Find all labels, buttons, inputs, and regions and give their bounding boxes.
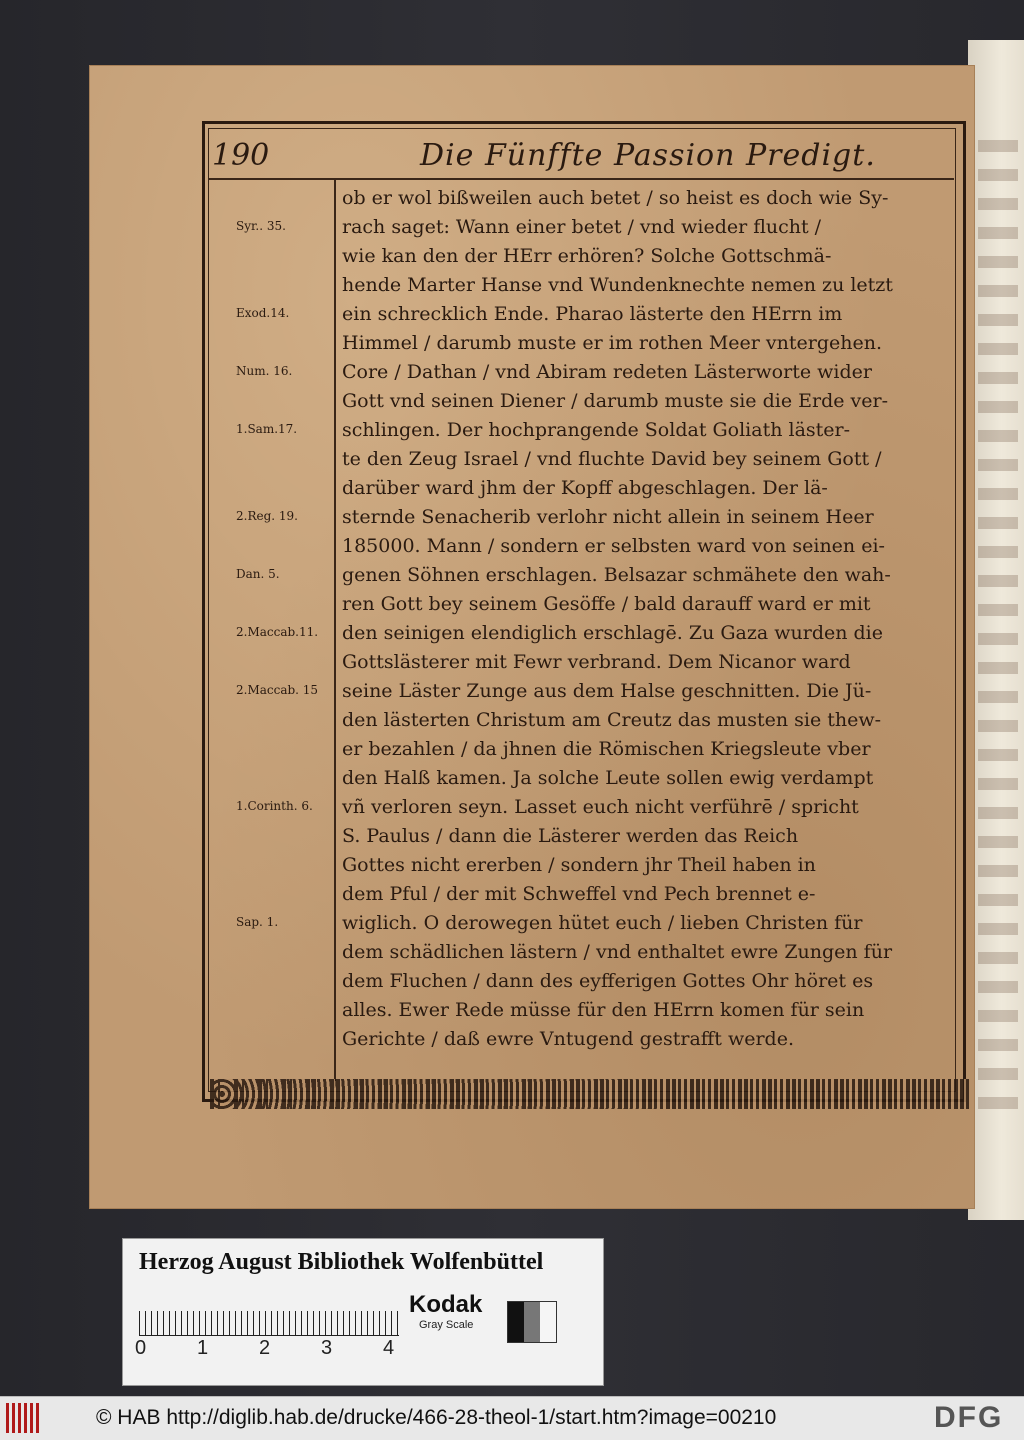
text-line: Gottes nicht ererben / sondern jhr Theil haben in — [342, 854, 816, 876]
text-line: genen Söhnen erschlagen. Belsazar schmähete den wah- — [342, 564, 891, 586]
text-line: den lästerten Christum am Creutz das musten sie thew- — [342, 709, 882, 731]
gray-swatch — [508, 1302, 524, 1342]
text-line: dem Fluchen / dann des eyfferigen Gottes Ohr höret es — [342, 970, 874, 992]
text-line: alles. Ewer Rede müsse für den HErrn komen für sein — [342, 999, 865, 1021]
gray-scale-caption: Gray Scale — [419, 1319, 474, 1331]
sidenote: Sap. 1. — [236, 915, 279, 929]
ornamental-border — [210, 1079, 970, 1109]
text-line: den seinigen elendiglich erschlagē. Zu Gaza wurden die — [342, 622, 883, 644]
gray-swatches — [507, 1301, 557, 1343]
body-text — [342, 184, 942, 1054]
kodak-logo: Kodak — [409, 1291, 483, 1318]
sidenote: 2.Reg. 19. — [236, 509, 298, 523]
text-line: er bezahlen / da jhnen die Römischen Kriegsleute vber — [342, 738, 871, 760]
text-line: Gott vnd seinen Diener / darumb muste sie die Erde ver- — [342, 390, 888, 412]
text-line: Gerichte / daß ewre Vntugend gestrafft werde. — [342, 1028, 795, 1050]
facing-page-edge — [968, 40, 1024, 1220]
book-page — [90, 66, 974, 1208]
text-line: Gottslästerer mit Fewr verbrand. Dem Nicanor ward — [342, 651, 851, 673]
margin-rule — [334, 178, 336, 1088]
text-line: hende Marter Hanse vnd Wundenknechte nemen zu letzt — [342, 274, 893, 296]
text-line: darüber ward jhm der Kopff abgeschlagen. Der lä- — [342, 477, 828, 499]
dfg-logo: DFG — [934, 1401, 1004, 1434]
text-line: rach saget: Wann einer betet / vnd wieder flucht / — [342, 216, 822, 238]
running-head: Die Fünffte Passion Predigt. — [420, 138, 876, 173]
text-line: sternde Senacherib verlohr nicht allein in seinem Heer — [342, 506, 874, 528]
ruler-number: 3 — [321, 1337, 333, 1359]
text-line: den Halß kamen. Ja solche Leute sollen ewig verdampt — [342, 767, 874, 789]
text-line: Himmel / darumb muste er im rothen Meer vntergehen. — [342, 332, 883, 354]
text-line: dem schädlichen lästern / vnd enthaltet ewre Zungen für — [342, 941, 893, 963]
ruler-number: 2 — [259, 1337, 271, 1359]
sidenote: Exod.14. — [236, 306, 290, 320]
hab-logo-icon — [6, 1403, 40, 1433]
ruler-number: 1 — [197, 1337, 209, 1359]
text-line: ren Gott bey seinem Gesöffe / bald darauff ward er mit — [342, 593, 871, 615]
label-title: Herzog August Bibliothek Wolfenbüttel — [139, 1249, 544, 1275]
text-line: 185000. Mann / sondern er selbsten ward von seinen ei- — [342, 535, 885, 557]
gray-swatch — [524, 1302, 540, 1342]
page-number: 190 — [212, 138, 270, 173]
sidenote: Num. 16. — [236, 364, 293, 378]
sidenote: Dan. 5. — [236, 567, 280, 581]
sidenote: 2.Maccab.11. — [236, 625, 319, 639]
text-line: S. Paulus / dann die Lästerer werden das Reich — [342, 825, 799, 847]
text-line: wie kan den der HErr erhören? Solche Gottschmä- — [342, 245, 832, 267]
sidenote: 2.Maccab. 15 — [236, 683, 319, 697]
library-label — [122, 1238, 604, 1386]
text-line: dem Pful / der mit Schweffel vnd Pech brennet e- — [342, 883, 816, 905]
scale-ruler — [139, 1295, 399, 1336]
text-line: wiglich. O derowegen hütet euch / lieben Christen für — [342, 912, 863, 934]
text-line: ob er wol bißweilen auch betet / so heist es doch wie Sy- — [342, 187, 889, 209]
ruler-number: 4 — [383, 1337, 395, 1359]
sidenote: 1.Sam.17. — [236, 422, 298, 436]
header-rule — [208, 178, 954, 180]
text-line: te den Zeug Israel / vnd fluchte David bey seinem Gott / — [342, 448, 882, 470]
sidenote: Syr.. 35. — [236, 219, 286, 233]
footer-url[interactable]: © HAB http://diglib.hab.de/drucke/466-28-theol-1/start.htm?image=00210 — [96, 1406, 777, 1429]
gray-swatch — [540, 1302, 556, 1342]
text-line: Core / Dathan / vnd Abiram redeten Lästerworte wider — [342, 361, 872, 383]
text-line: vñ verloren seyn. Lasset euch nicht verführē / spricht — [342, 796, 859, 818]
ruler-number: 0 — [135, 1337, 147, 1359]
footer-bar — [0, 1396, 1024, 1440]
sidenote: 1.Corinth. 6. — [236, 799, 313, 813]
text-line: seine Läster Zunge aus dem Halse geschnitten. Die Jü- — [342, 680, 872, 702]
text-line: schlingen. Der hochprangende Soldat Goliath läster- — [342, 419, 851, 441]
text-line: ein schrecklich Ende. Pharao lästerte den HErrn im — [342, 303, 843, 325]
facing-page-text — [978, 140, 1018, 1110]
